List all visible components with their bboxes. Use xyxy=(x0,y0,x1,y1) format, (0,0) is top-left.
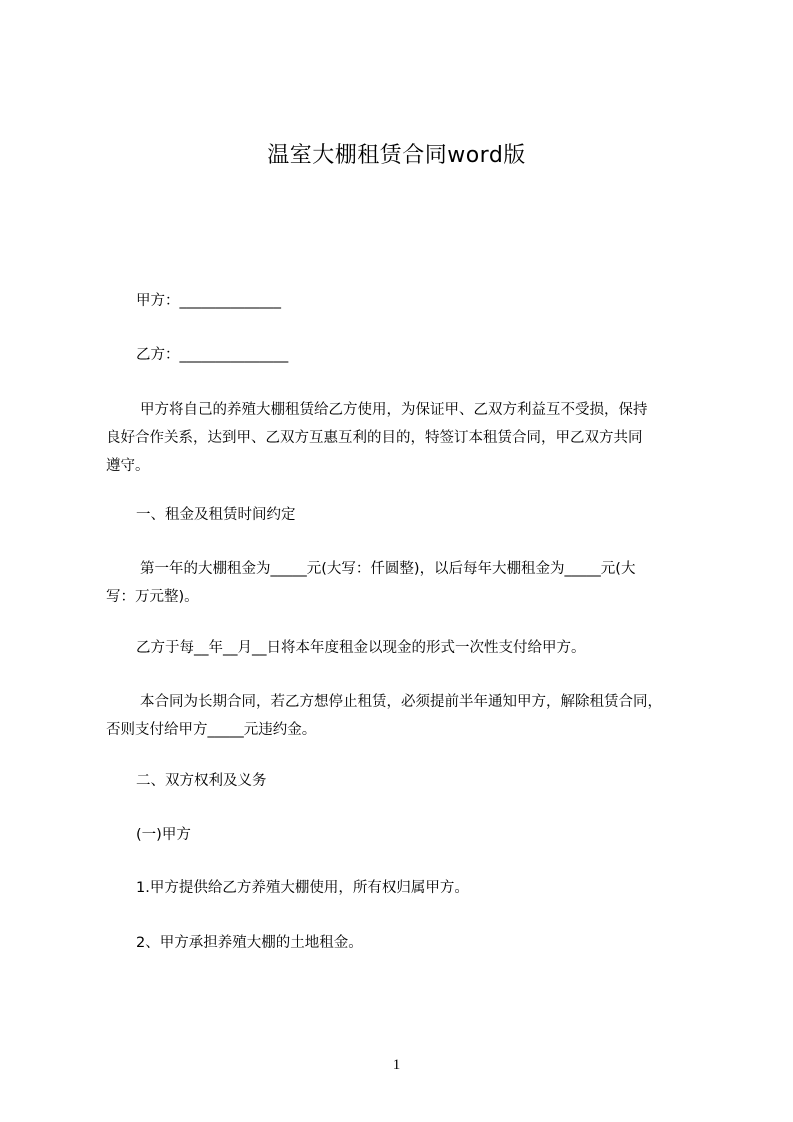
page-number: 1 xyxy=(392,1057,401,1073)
term-clause-line-2: 否则支付给甲方_____元违约金。 xyxy=(106,722,317,738)
rent-clause-paragraph xyxy=(106,555,702,611)
party-b-line: 乙方：_______________ xyxy=(136,347,289,363)
item-1: 1.甲方提供给乙方养殖大棚使用，所有权归属甲方。 xyxy=(136,880,469,896)
rent-clause-line-1: 第一年的大棚租金为_____元(大写：仟圆整)，以后每年大棚租金为_____元(大 xyxy=(140,561,636,577)
document-title: 温室大棚租赁合同word版 xyxy=(267,143,526,168)
party-a-line: 甲方：______________ xyxy=(136,293,281,309)
intro-line-3: 遵守。 xyxy=(106,458,150,474)
item-2: 2、甲方承担养殖大棚的土地租金。 xyxy=(136,935,363,951)
intro-line-2: 良好合作关系，达到甲、乙双方互惠互利的目的，特签订本租赁合同，甲乙双方共同 xyxy=(106,430,643,446)
intro-line-1: 甲方将自己的养殖大棚租赁给乙方使用，为保证甲、乙双方利益互不受损，保持 xyxy=(140,402,648,418)
section-2-heading: 二、双方权利及义务 xyxy=(136,773,267,789)
subsection-a-heading: (一)甲方 xyxy=(136,827,191,843)
rent-clause-line-2: 写：万元整)。 xyxy=(106,589,199,605)
payment-clause: 乙方于每__年__月__日将本年度租金以现金的形式一次性支付给甲方。 xyxy=(136,640,586,656)
term-clause-paragraph xyxy=(106,688,702,744)
intro-paragraph xyxy=(106,396,702,480)
section-1-heading: 一、租金及租赁时间约定 xyxy=(136,507,296,523)
term-clause-line-1: 本合同为长期合同，若乙方想停止租赁，必须提前半年通知甲方，解除租赁合同， xyxy=(140,694,662,710)
